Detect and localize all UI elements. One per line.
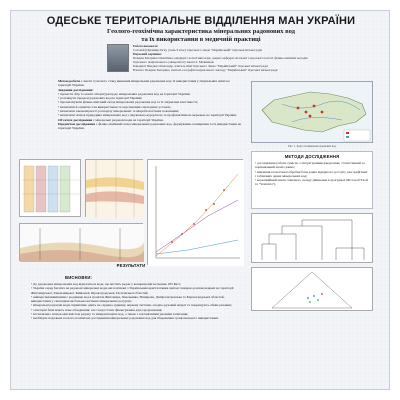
well-log-graphic — [20, 160, 82, 218]
well-log-chart — [19, 159, 81, 217]
method-item: • дослідження роботи сумісно з літературними джерелами, статистичний та порівняльний аналіз даних; — [255, 161, 369, 170]
conclusion-item: • До радонових мінеральних вод відноситься вода, що містить радон у концентрації не менше 185 Бк/л; — [31, 282, 241, 286]
author-photo — [107, 44, 129, 72]
piper-graphic — [252, 268, 374, 312]
object-label: Об'єктом дослідження — [58, 117, 93, 122]
poster-subtitle — [11, 28, 391, 43]
method-item: • кореляційний аналіз хімічного складу (вивчення в програмах Microsoft Excel та "Statistica"). — [255, 178, 369, 187]
method-item: • вивчення геологічної обробки бази даних відкритого доступу для графічних і табличних даних мінеральних вод; — [255, 170, 369, 179]
dendrogram-chart — [251, 213, 373, 263]
conclusion-item: • Україна серед багатих на радонові мінеральні води, які пов'язані з Українським кристалічним щитом і широко розповсюджені на території Житомирської, Хмельницької, Київської, Кіровоградської, Полтавської областей; — [31, 286, 241, 295]
map-caption: Рис. 1. Карта поширення радонових вод — [288, 145, 336, 148]
goal-text: є аналіз сучасного стану вивчення мінеральних радонових вод, їх використання у лікувальних цілях на території України. — [58, 79, 230, 88]
geologic-section-chart — [85, 159, 143, 217]
task-item: • провести збір та аналіз літератури щодо мінеральних радонових вод на території України; — [58, 92, 242, 96]
authors-line: Одеського національного університету імені І.І. Мечникова — [133, 60, 214, 64]
task-item: • визначити закономірності розподілу мінеральних та мікробіологічних показників; — [58, 109, 242, 113]
goal-label: Метою роботи — [58, 79, 80, 83]
authors-block — [133, 44, 313, 72]
conclusion-item: • мінеральні радонові води сприятливо діють на серцево-судинну, нервову системи, опорно-руховий апарат та покращують обмін речовин; — [31, 303, 241, 307]
conclusions-title: ВИСНОВКИ: — [65, 275, 93, 280]
poster — [10, 10, 390, 390]
task-item: • розглянути процеси радонових вод на території України; — [58, 96, 242, 100]
conclusions-list — [25, 282, 241, 321]
conclusion-item: • встановлено зв'язок між вмістом радону та мінералізацією вод, а також з тектонічними умовами залягання; — [31, 312, 241, 316]
subject-text: є фізико-хімічний склад мінеральних радонових вод, формування, поширення та їх використання на території України. — [58, 121, 242, 131]
tasks-label: Завдання дослідження: — [58, 87, 94, 92]
ukraine-map — [251, 81, 373, 143]
conclusion-item: • необхідне подальше геолого-геохімічне дослідження мінеральних радонових вод для збереження і раціонального використання. — [31, 316, 241, 320]
conclusion-item: • найперспективнішими є родовища вод в гранітах Житомира, Хмельника, Немирова, Дніпропетровська та Кіровоградської областей, використання у санаторіях як бальнеологічних мінеральних ресурсів; — [31, 295, 241, 304]
authors-line: Науковий керівник: — [133, 52, 163, 56]
authors-line: Кандидат Пендюк Олександр, вчитель хімії Одеського ліцею "Мариїнський" Одеської міської ради — [133, 64, 268, 68]
subtitle-line-2: та їх використання в медичній практиці — [141, 35, 261, 43]
task-item: • визначити зв'язок природних мінеральних вод з лікувально-курортною та профілактичною мережею на території України. — [58, 113, 242, 117]
subtitle-line-1: Гeолого-геохімічна характеристика мінеральних радонових вод — [107, 28, 295, 35]
cross-section-graphic — [20, 224, 144, 262]
dendrogram-graphic — [252, 214, 374, 264]
object-text: є мінеральні радонові води на території України. — [93, 117, 164, 122]
geologic-section-graphic — [86, 160, 144, 218]
subject-paragraph — [58, 122, 242, 131]
authors-line: Вченого Пендюк Катерина, вчитель географії комунального закладу "Мариїнський" Одеської міської ради — [133, 68, 278, 72]
methods-section — [251, 151, 373, 209]
results-title: РЕЗУЛЬТАТИ — [116, 263, 146, 268]
authors-line: Соловей (Прізвище Ім'я), учень 9 класу Одеського ліцею "Мариїнський" Одеської міської ради — [133, 48, 262, 52]
methods-list — [255, 161, 369, 187]
goal-paragraph — [58, 79, 242, 88]
authors-line: Робота виконала: — [133, 44, 159, 48]
conclusions-section — [21, 273, 245, 385]
methods-title: МЕТОДИ ДОСЛІДЖЕННЯ — [284, 154, 340, 159]
task-item: • проаналізувати фізико-хімічний склад мінеральних радонових вод та їх лікувальні властивості; — [58, 100, 242, 104]
task-item: • визначити й оцінити стан використання та перспективи санаторних установ; — [58, 105, 242, 109]
authors-line: Пендюк Катерина Олексіївна, кандидат геологічних наук, доцент кафедри загальної і морської геології, фізико-хімічних методів — [133, 56, 308, 60]
conclusion-item: • санаторні бази мають нове обладнання, але і недостатнє фінансування для оздоровлення; — [31, 308, 241, 312]
results-scatter-graphic — [148, 160, 244, 266]
intro-section — [55, 77, 245, 147]
tasks-list — [58, 92, 242, 118]
piper-chart — [251, 267, 373, 311]
subject-label: Предметом дослідження — [58, 121, 96, 126]
results-scatter-chart — [147, 159, 243, 265]
cross-section-chart — [19, 223, 143, 261]
poster-title: ОДЕСЬКЕ ТЕРИТОРІАЛЬНЕ ВІДДІЛЕННЯ МАН УКРАЇНИ — [46, 15, 356, 27]
map-graphic — [252, 82, 374, 144]
